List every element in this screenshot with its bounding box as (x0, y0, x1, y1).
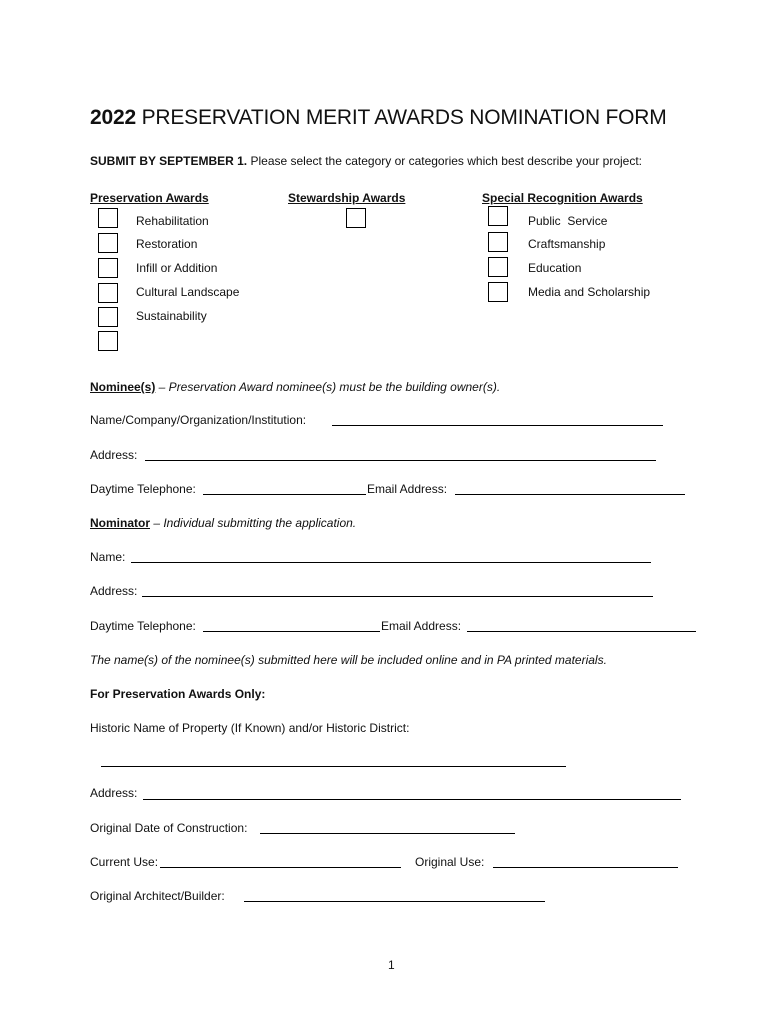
label-media-scholarship: Media and Scholarship (528, 285, 651, 299)
nominator-address-label: Address: (90, 584, 138, 598)
property-address-label: Address: (90, 786, 138, 800)
category-instruction: Please select the category or categories which best describe your project: (250, 154, 643, 168)
submit-deadline: SUBMIT BY SEPTEMBER 1. (90, 154, 248, 168)
construction-date-field[interactable] (260, 833, 515, 834)
label-rehabilitation: Rehabilitation (136, 214, 209, 228)
publish-note: The name(s) of the nominee(s) submitted here will be included online and in PA printed materials. (90, 653, 607, 667)
nominator-name-label: Name: (90, 550, 126, 564)
nominator-heading: Nominator (90, 516, 150, 530)
nominee-email-field[interactable] (455, 494, 685, 495)
title-text: PRESERVATION MERIT AWARDS NOMINATION FORM (141, 106, 667, 129)
stewardship-awards-heading: Stewardship Awards (288, 191, 406, 205)
label-education: Education (528, 261, 582, 275)
nominator-section (90, 516, 356, 530)
property-address-field[interactable] (143, 799, 681, 800)
historic-name-label: Historic Name of Property (If Known) and/or Historic District: (90, 721, 410, 735)
nominator-email-field[interactable] (467, 631, 696, 632)
nominee-note: – Preservation Award nominee(s) must be the building owner(s). (155, 380, 501, 394)
architect-label: Original Architect/Builder: (90, 889, 225, 903)
checkbox-media-scholarship[interactable] (488, 282, 508, 302)
form-title (90, 106, 667, 130)
label-restoration: Restoration (136, 237, 198, 251)
checkbox-infill-addition[interactable] (98, 258, 118, 278)
label-craftsmanship: Craftsmanship (528, 237, 606, 251)
nominee-name-field[interactable] (332, 425, 663, 426)
special-recognition-heading: Special Recognition Awards (482, 191, 643, 205)
title-year: 2022 (90, 106, 136, 129)
checkbox-public-service[interactable] (488, 206, 508, 226)
nominee-name-label: Name/Company/Organization/Institution: (90, 413, 307, 427)
preservation-only-heading: For Preservation Awards Only: (90, 687, 266, 701)
submit-instruction (90, 154, 642, 168)
checkbox-stewardship-extra[interactable] (98, 331, 118, 351)
nominator-phone-label: Daytime Telephone: (90, 619, 196, 633)
checkbox-rehabilitation[interactable] (98, 208, 118, 228)
construction-date-label: Original Date of Construction: (90, 821, 248, 835)
architect-field[interactable] (244, 901, 545, 902)
checkbox-education[interactable] (488, 257, 508, 277)
checkbox-craftsmanship[interactable] (488, 232, 508, 252)
checkbox-cultural-landscape[interactable] (98, 283, 118, 303)
nominee-address-label: Address: (90, 448, 138, 462)
nominee-phone-field[interactable] (203, 494, 366, 495)
current-use-field[interactable] (160, 867, 401, 868)
checkbox-stewardship[interactable] (346, 208, 366, 228)
nominee-email-label: Email Address: (367, 482, 448, 496)
original-use-field[interactable] (493, 867, 678, 868)
preservation-awards-heading: Preservation Awards (90, 191, 209, 205)
nominator-address-field[interactable] (142, 596, 653, 597)
nominee-address-field[interactable] (145, 460, 656, 461)
checkbox-restoration[interactable] (98, 233, 118, 253)
historic-name-field[interactable] (101, 766, 566, 767)
page-number: 1 (388, 958, 395, 972)
original-use-label: Original Use: (415, 855, 485, 869)
label-infill-addition: Infill or Addition (136, 261, 218, 275)
nominator-name-field[interactable] (131, 562, 651, 563)
nominator-email-label: Email Address: (381, 619, 462, 633)
current-use-label: Current Use: (90, 855, 159, 869)
label-public-service: Public Service (528, 214, 608, 228)
nominator-note: – Individual submitting the application. (150, 516, 357, 530)
label-sustainability: Sustainability (136, 309, 207, 323)
checkbox-sustainability[interactable] (98, 307, 118, 327)
nominee-phone-label: Daytime Telephone: (90, 482, 196, 496)
label-cultural-landscape: Cultural Landscape (136, 285, 240, 299)
nominee-section (90, 380, 500, 394)
nominee-heading: Nominee(s) (90, 380, 156, 394)
nominator-phone-field[interactable] (203, 631, 380, 632)
